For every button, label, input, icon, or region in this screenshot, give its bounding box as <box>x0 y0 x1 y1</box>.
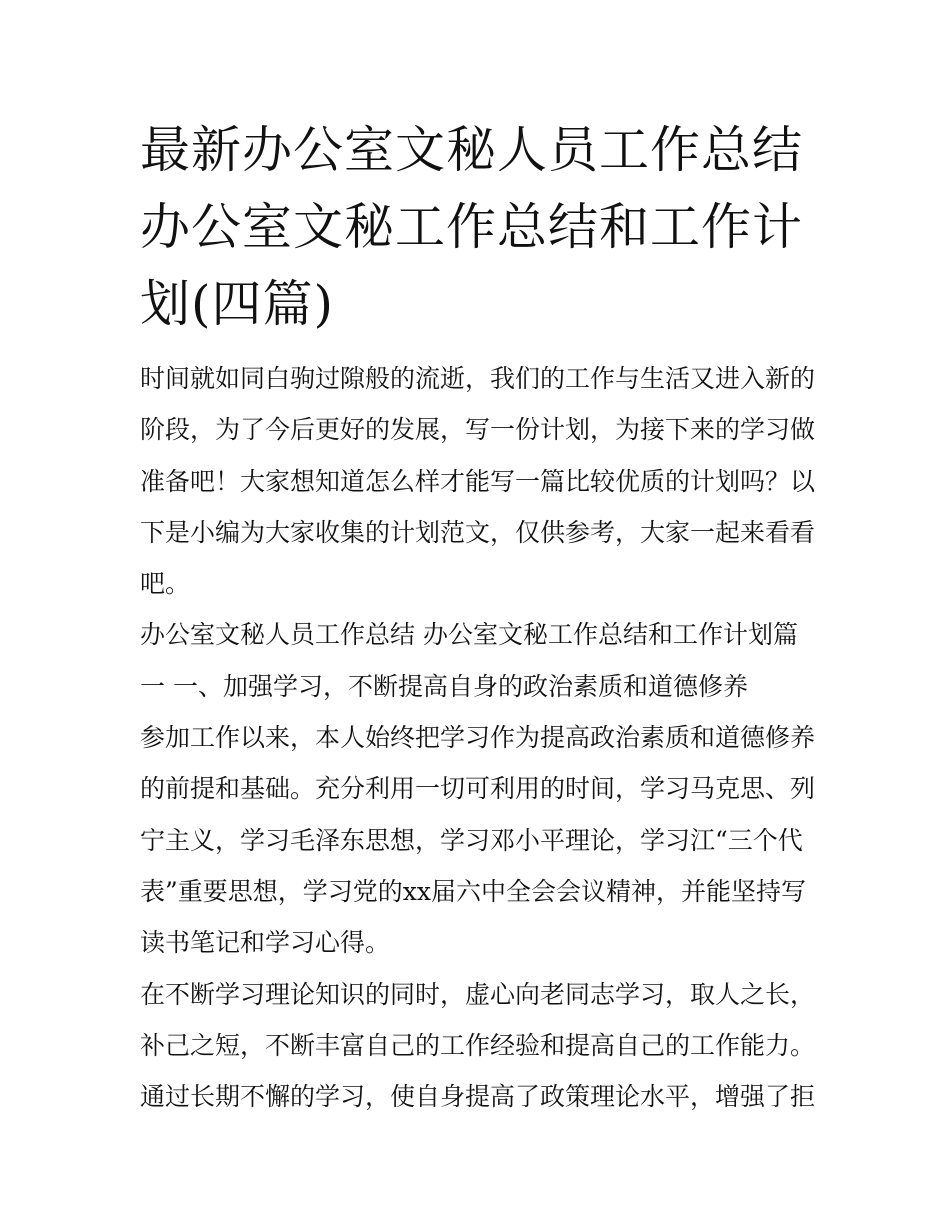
title-line-2: 办公室文秘工作总结和工作计 <box>140 198 803 256</box>
title-line-1: 最新办公室文秘人员工作总结 <box>140 121 803 179</box>
body-line: 在不断学习理论知识的同时，虚心向老同志学习，取人之长， <box>140 979 816 1009</box>
section-heading-line: 办公室文秘人员工作总结 办公室文秘工作总结和工作计划篇 <box>140 620 798 650</box>
body-line: 参加工作以来，本人始终把学习作为提高政治素质和道德修养 <box>140 723 816 753</box>
document-content <box>140 112 820 1122</box>
document-body <box>140 353 820 1122</box>
body-line: 的前提和基础。充分利用一切可利用的时间，学习马克思、列 <box>140 774 816 804</box>
document-title <box>140 112 820 343</box>
title-line-3: 划(四篇) <box>140 275 335 333</box>
body-line: 表”重要思想，学习党的xx届六中全会会议精神，并能坚持写 <box>140 876 806 906</box>
body-line: 时间就如同白驹过隙般的流逝，我们的工作与生活又进入新的 <box>140 364 816 393</box>
body-line: 吧。 <box>140 569 191 599</box>
body-line: 补己之短，不断丰富自己的工作经验和提高自己的工作能力。 <box>140 1030 816 1060</box>
body-line: 阶段，为了今后更好的发展，写一份计划，为接下来的学习做 <box>140 415 816 445</box>
body-line: 下是小编为大家收集的计划范文，仅供参考，大家一起来看看 <box>140 517 816 547</box>
body-line: 宁主义，学习毛泽东思想，学习邓小平理论，学习江“三个代 <box>140 825 803 855</box>
body-line: 准备吧！大家想知道怎么样才能写一篇比较优质的计划吗？以 <box>140 466 816 496</box>
body-line: 读书笔记和学习心得。 <box>140 928 391 958</box>
body-line: 通过长期不懈的学习，使自身提高了政策理论水平，增强了拒 <box>140 1082 816 1112</box>
section-heading-line: 一 一、加强学习，不断提高自身的政治素质和道德修养 <box>140 671 748 701</box>
